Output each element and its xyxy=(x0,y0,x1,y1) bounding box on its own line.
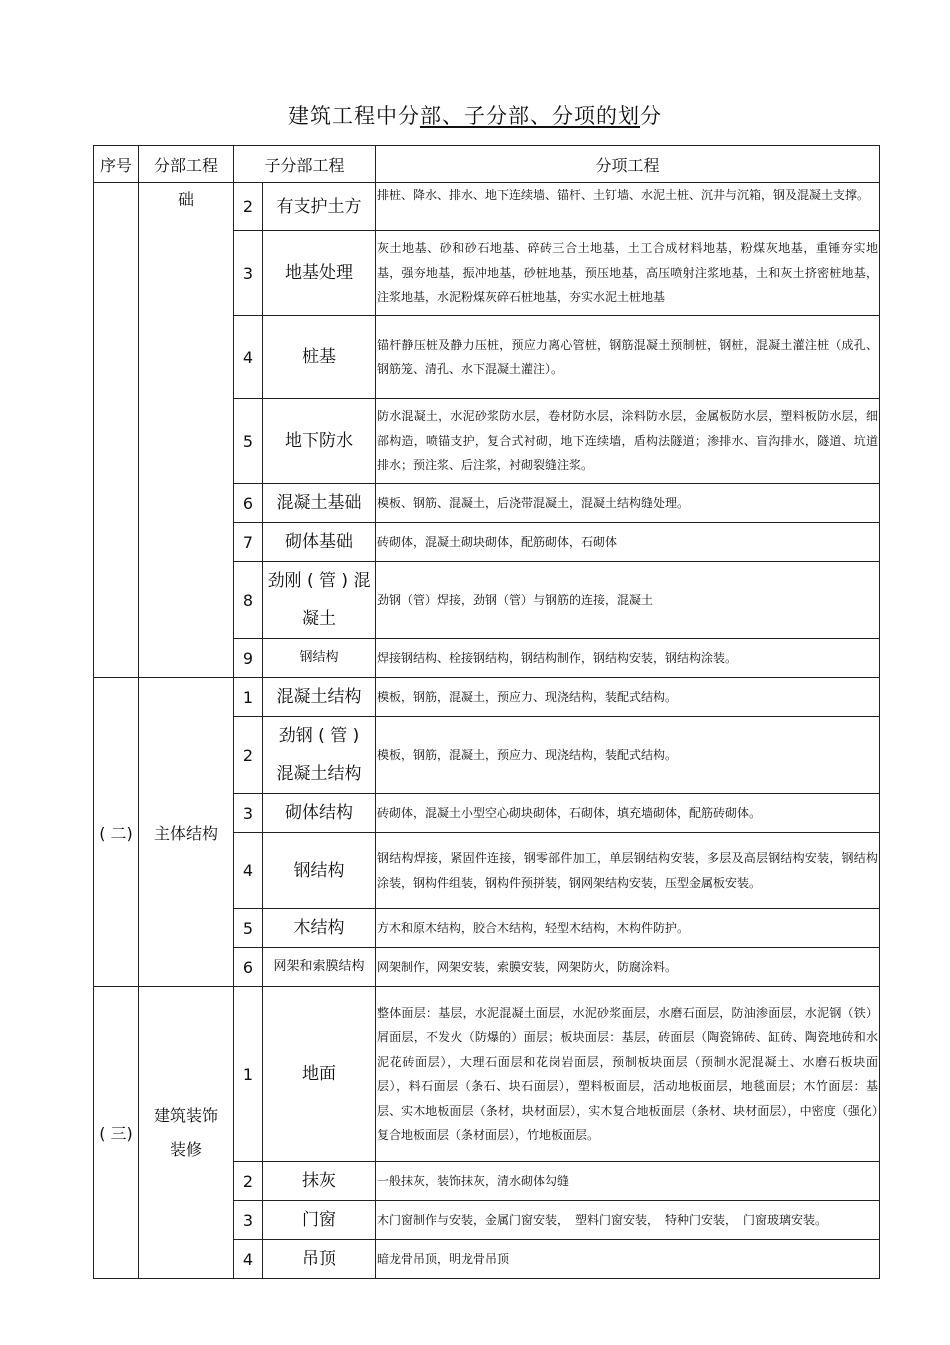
table-row xyxy=(94,678,880,717)
item-description: 一般抹灰，装饰抹灰，清水砌体勾缝 xyxy=(376,1162,880,1201)
subdivision-name: 有支护土方 xyxy=(263,183,376,231)
subdivision-name: 抹灰 xyxy=(263,1162,376,1201)
section-division: 主体结构 xyxy=(139,678,234,987)
subdivision-number: 5 xyxy=(234,909,263,948)
subdivision-name: 桩基 xyxy=(263,316,376,399)
subdivision-number: 6 xyxy=(234,484,263,523)
item-description: 劲钢（管）焊接，劲钢（管）与钢筋的连接，混凝土 xyxy=(376,562,880,639)
subdivision-name: 木结构 xyxy=(263,909,376,948)
section-division: 础 xyxy=(139,183,234,678)
subdivision-number: 4 xyxy=(234,833,263,909)
subdivision-number: 4 xyxy=(234,316,263,399)
subdivision-name: 钢结构 xyxy=(263,833,376,909)
subdivision-number: 3 xyxy=(234,231,263,316)
subdivision-number: 4 xyxy=(234,1240,263,1279)
header-row xyxy=(94,146,880,183)
table-row xyxy=(94,183,880,231)
document-title xyxy=(0,100,950,130)
item-description: 整体面层：基层，水泥混凝土面层，水泥砂浆面层，水磨石面层，防油渗面层，水泥钢（铁）屑面层，不发火（防爆的）面层；板块面层：基层，砖面层（陶瓷锦砖、缸砖、陶瓷地砖和水泥花砖面层），大理石面层和花岗岩面层，预制板块面层（预制水泥混凝土、水磨石板块面层），料石面层（条石、块石面层），塑料板面层，活动地板面层，地毯面层；木竹面层：基层、实木地板面层（条材，块材面层），实木复合地板面层（条材、块材面层），中密度（强化）复合地板面层（条材面层），竹地板面层。 xyxy=(376,987,880,1162)
item-description: 模板，钢筋，混凝土，预应力、现浇结构，装配式结构。 xyxy=(376,717,880,794)
subdivision-number: 1 xyxy=(234,678,263,717)
header-division: 分部工程 xyxy=(139,146,234,183)
title-part-2: 部、子分部、分项的划 xyxy=(420,104,640,128)
subdivision-name: 劲钢 ( 管 ) 混凝土结构 xyxy=(263,717,376,794)
subdivision-name: 门窗 xyxy=(263,1201,376,1240)
subdivision-number: 3 xyxy=(234,1201,263,1240)
subdivision-name: 地基处理 xyxy=(263,231,376,316)
item-description: 灰土地基、砂和砂石地基、碎砖三合土地基，土工合成材料地基，粉煤灰地基，重锤夯实地基，强夯地基，振冲地基，砂桩地基，预压地基，高压喷射注浆地基，土和灰土挤密桩地基，注浆地基，水泥粉煤灰碎石桩地基，夯实水泥土桩地基 xyxy=(376,231,880,316)
item-description: 锚杆静压桩及静力压桩，预应力离心管桩，钢筋混凝土预制桩，钢桩，混凝土灌注桩（成孔、钢筋笼、清孔、水下混凝土灌注）。 xyxy=(376,316,880,399)
subdivision-name: 劲刚 ( 管 ) 混凝土 xyxy=(263,562,376,639)
item-description: 防水混凝土，水泥砂浆防水层，卷材防水层，涂料防水层，金属板防水层，塑料板防水层，细部构造，喷锚支护，复合式衬砌，地下连续墙，盾构法隧道；渗排水、盲沟排水，隧道、坑道排水；预注浆、后注浆，衬砌裂缝注浆。 xyxy=(376,399,880,484)
subdivision-name: 钢结构 xyxy=(263,639,376,678)
table-row xyxy=(94,987,880,1162)
item-description: 暗龙骨吊顶，明龙骨吊顶 xyxy=(376,1240,880,1279)
item-description: 焊接钢结构、栓接钢结构，钢结构制作，钢结构安装，钢结构涂装。 xyxy=(376,639,880,678)
subdivision-name: 吊顶 xyxy=(263,1240,376,1279)
item-description: 模板、钢筋、混凝土，后浇带混凝土，混凝土结构缝处理。 xyxy=(376,484,880,523)
division-table xyxy=(93,145,880,1279)
item-description: 砖砌体，混凝土砌块砌体，配筋砌体，石砌体 xyxy=(376,523,880,562)
subdivision-number: 7 xyxy=(234,523,263,562)
header-item: 分项工程 xyxy=(376,146,880,183)
item-description: 方木和原木结构，胶合木结构，轻型木结构，木构件防护。 xyxy=(376,909,880,948)
subdivision-name: 网架和索膜结构 xyxy=(263,948,376,987)
subdivision-number: 3 xyxy=(234,794,263,833)
item-description: 排桩、降水、排水、地下连续墙、锚杆、土钉墙、水泥土桩、沉井与沉箱，钢及混凝土支撑。 xyxy=(376,183,880,231)
subdivision-name: 地面 xyxy=(263,987,376,1162)
subdivision-number: 5 xyxy=(234,399,263,484)
subdivision-number: 6 xyxy=(234,948,263,987)
subdivision-name: 混凝土基础 xyxy=(263,484,376,523)
item-description: 木门窗制作与安装，金属门窗安装， 塑料门窗安装， 特种门安装， 门窗玻璃安装。 xyxy=(376,1201,880,1240)
subdivision-name: 砌体结构 xyxy=(263,794,376,833)
section-seq: ( 三) xyxy=(94,987,139,1279)
header-subdivision: 子分部工程 xyxy=(234,146,376,183)
item-description: 钢结构焊接，紧固件连接，钢零部件加工，单层钢结构安装，多层及高层钢结构安装，钢结构涂装，钢构件组装，钢构件预拼装，钢网架结构安装，压型金属板安装。 xyxy=(376,833,880,909)
item-description: 砖砌体，混凝土小型空心砌块砌体，石砌体，填充墙砌体，配筋砖砌体。 xyxy=(376,794,880,833)
subdivision-name: 砌体基础 xyxy=(263,523,376,562)
title-part-1: 建筑工程中分 xyxy=(288,104,420,128)
title-part-3: 分 xyxy=(640,104,662,128)
subdivision-number: 2 xyxy=(234,183,263,231)
subdivision-number: 1 xyxy=(234,987,263,1162)
subdivision-number: 8 xyxy=(234,562,263,639)
subdivision-number: 2 xyxy=(234,1162,263,1201)
section-division: 建筑装饰装修 xyxy=(139,987,234,1279)
subdivision-name: 地下防水 xyxy=(263,399,376,484)
header-seq: 序号 xyxy=(94,146,139,183)
subdivision-number: 2 xyxy=(234,717,263,794)
section-seq: ( 二) xyxy=(94,678,139,987)
section-seq xyxy=(94,183,139,678)
item-description: 模板，钢筋，混凝土，预应力、现浇结构，装配式结构。 xyxy=(376,678,880,717)
subdivision-number: 9 xyxy=(234,639,263,678)
table-body xyxy=(94,146,880,1279)
subdivision-name: 混凝土结构 xyxy=(263,678,376,717)
item-description: 网架制作，网架安装，索膜安装，网架防火，防腐涂料。 xyxy=(376,948,880,987)
